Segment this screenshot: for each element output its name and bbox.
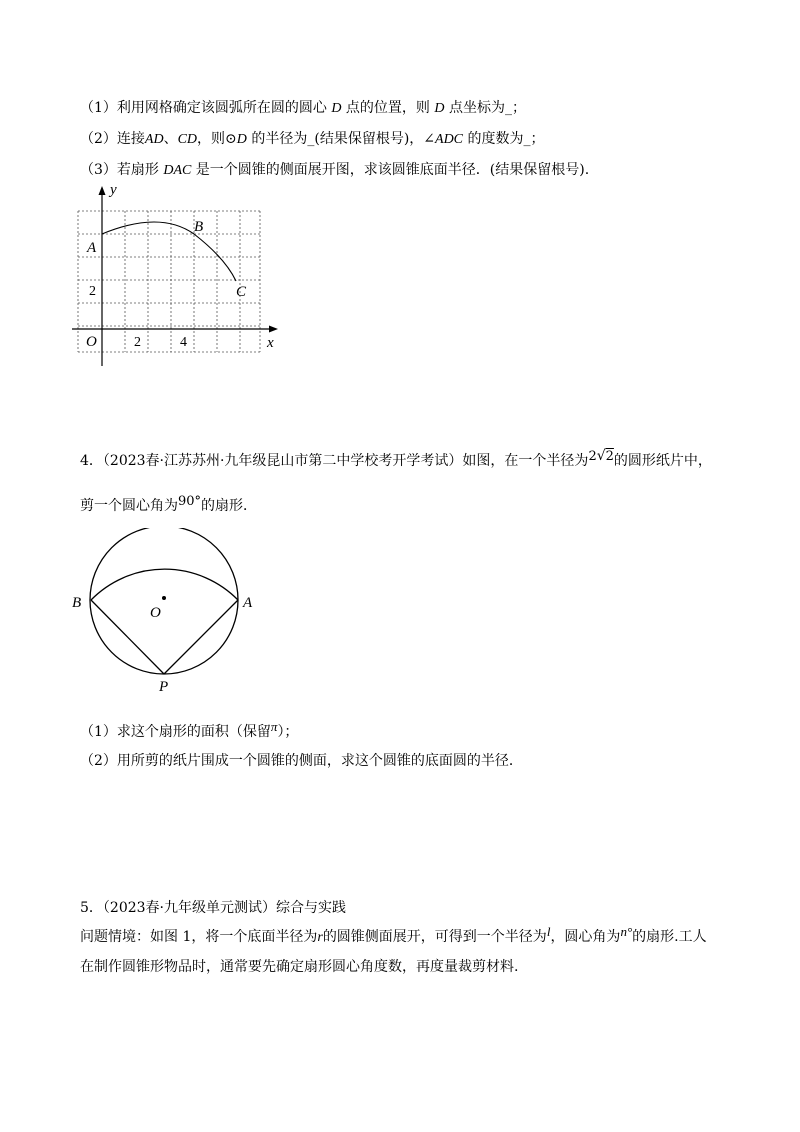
var-r: r bbox=[317, 930, 323, 945]
circle-d: D bbox=[236, 132, 247, 147]
q5-line1-text: 问题情境：如图 1，将一个底面半径为 bbox=[80, 929, 318, 945]
q5-line1-post: 的扇形.工人 bbox=[632, 929, 707, 945]
var-l: l bbox=[546, 924, 551, 939]
pi-symbol: π bbox=[270, 719, 278, 734]
q3-part1-mid: 点的位置，则 bbox=[341, 100, 435, 116]
q5-header bbox=[80, 899, 346, 917]
y-axis-arrow bbox=[99, 186, 106, 195]
angle-90: 90° bbox=[178, 494, 202, 509]
q3-part3-text: （3）若扇形 bbox=[80, 162, 164, 178]
q5-line1-mid: 的圆锥侧面展开，可得到一个半径为 bbox=[322, 929, 547, 945]
sector-arc bbox=[91, 569, 238, 600]
label-b: B bbox=[72, 595, 82, 611]
point-d-2: D bbox=[434, 101, 445, 116]
point-c-label: C bbox=[236, 284, 247, 300]
x-axis-label: x bbox=[267, 335, 274, 351]
separator: 、 bbox=[163, 131, 178, 147]
circle-sector-figure bbox=[70, 528, 270, 696]
segment-ad: AD bbox=[144, 132, 164, 147]
q3-part1-text: （1）利用网格确定该圆弧所在圆的圆心 bbox=[80, 100, 332, 116]
point-d: D bbox=[331, 101, 342, 116]
x-axis-arrow bbox=[269, 326, 278, 333]
point-a-label: A bbox=[87, 240, 97, 256]
center-point-o bbox=[162, 596, 166, 600]
q5-line2 bbox=[80, 958, 518, 976]
q4-line2 bbox=[80, 494, 258, 516]
segment-cd: CD bbox=[177, 132, 198, 147]
q4-line2-post: 的扇形． bbox=[201, 498, 258, 514]
label-a: A bbox=[243, 595, 253, 611]
angle-adc: ADC bbox=[435, 132, 464, 147]
label-o: O bbox=[150, 605, 161, 621]
q4-header bbox=[80, 448, 712, 471]
q4-line2-text: 剪一个圆心角为 bbox=[80, 498, 178, 514]
q4-part1 bbox=[80, 719, 299, 741]
q3-part1 bbox=[80, 99, 526, 118]
q4-part2-text: （2）用所剪的纸片围成一个圆锥的侧面，求这个圆锥的底面圆的半径． bbox=[80, 753, 523, 769]
coordinate-grid-figure bbox=[70, 180, 290, 372]
y-tick-2: 2 bbox=[89, 284, 96, 299]
y-axis-label: y bbox=[110, 182, 117, 198]
radius-expression bbox=[588, 449, 613, 464]
q5-header-text: 5．（2023春·九年级单元测试）综合与实践 bbox=[80, 900, 346, 916]
q3-part2-post: 的度数为_； bbox=[463, 131, 545, 147]
q4-header-post: 的圆形纸片中， bbox=[613, 453, 712, 469]
q3-part2 bbox=[80, 130, 544, 149]
q3-part1-post: 点坐标为_； bbox=[444, 100, 526, 116]
radius-coefficient: 2 bbox=[588, 449, 597, 464]
outer-circle bbox=[90, 528, 238, 674]
origin-label: O bbox=[86, 334, 97, 350]
q4-header-text: 4．（2023春·江苏苏州·九年级昆山市第二中学校考开学考试）如图，在一个半径为 bbox=[80, 453, 589, 469]
arc-abc bbox=[102, 222, 236, 281]
q3-part2-text: （2）连接 bbox=[80, 131, 145, 147]
q3-part3 bbox=[80, 161, 589, 180]
q4-part1-post: ）； bbox=[277, 724, 299, 740]
q5-line1-mid2: ，圆心角为 bbox=[550, 929, 621, 945]
label-p: P bbox=[159, 679, 169, 695]
q3-part3-post: 是一个圆锥的侧面展开图，求该圆锥底面半径．(结果保留根号). bbox=[191, 162, 590, 178]
q3-part2-mid: ，则⊙ bbox=[197, 131, 237, 147]
radius-radicand: 2 bbox=[605, 449, 614, 464]
q4-part2 bbox=[80, 752, 523, 770]
q4-part1-text: （1）求这个扇形的面积（保留 bbox=[80, 724, 271, 740]
var-n: n° bbox=[620, 924, 633, 939]
point-b-label: B bbox=[194, 219, 204, 235]
q5-line2-text: 在制作圆锥形物品时，通常要先确定扇形圆心角度数，再度量裁剪材料. bbox=[80, 959, 519, 975]
q5-line1 bbox=[80, 924, 707, 947]
x-tick-2: 2 bbox=[134, 335, 141, 350]
q3-part2-mid2: 的半径为_(结果保留根号)，∠ bbox=[246, 131, 436, 147]
sqrt-symbol: √ bbox=[596, 448, 606, 464]
sector-dac: DAC bbox=[163, 163, 192, 178]
segment-pa bbox=[164, 600, 238, 674]
x-tick-4: 4 bbox=[180, 335, 187, 350]
